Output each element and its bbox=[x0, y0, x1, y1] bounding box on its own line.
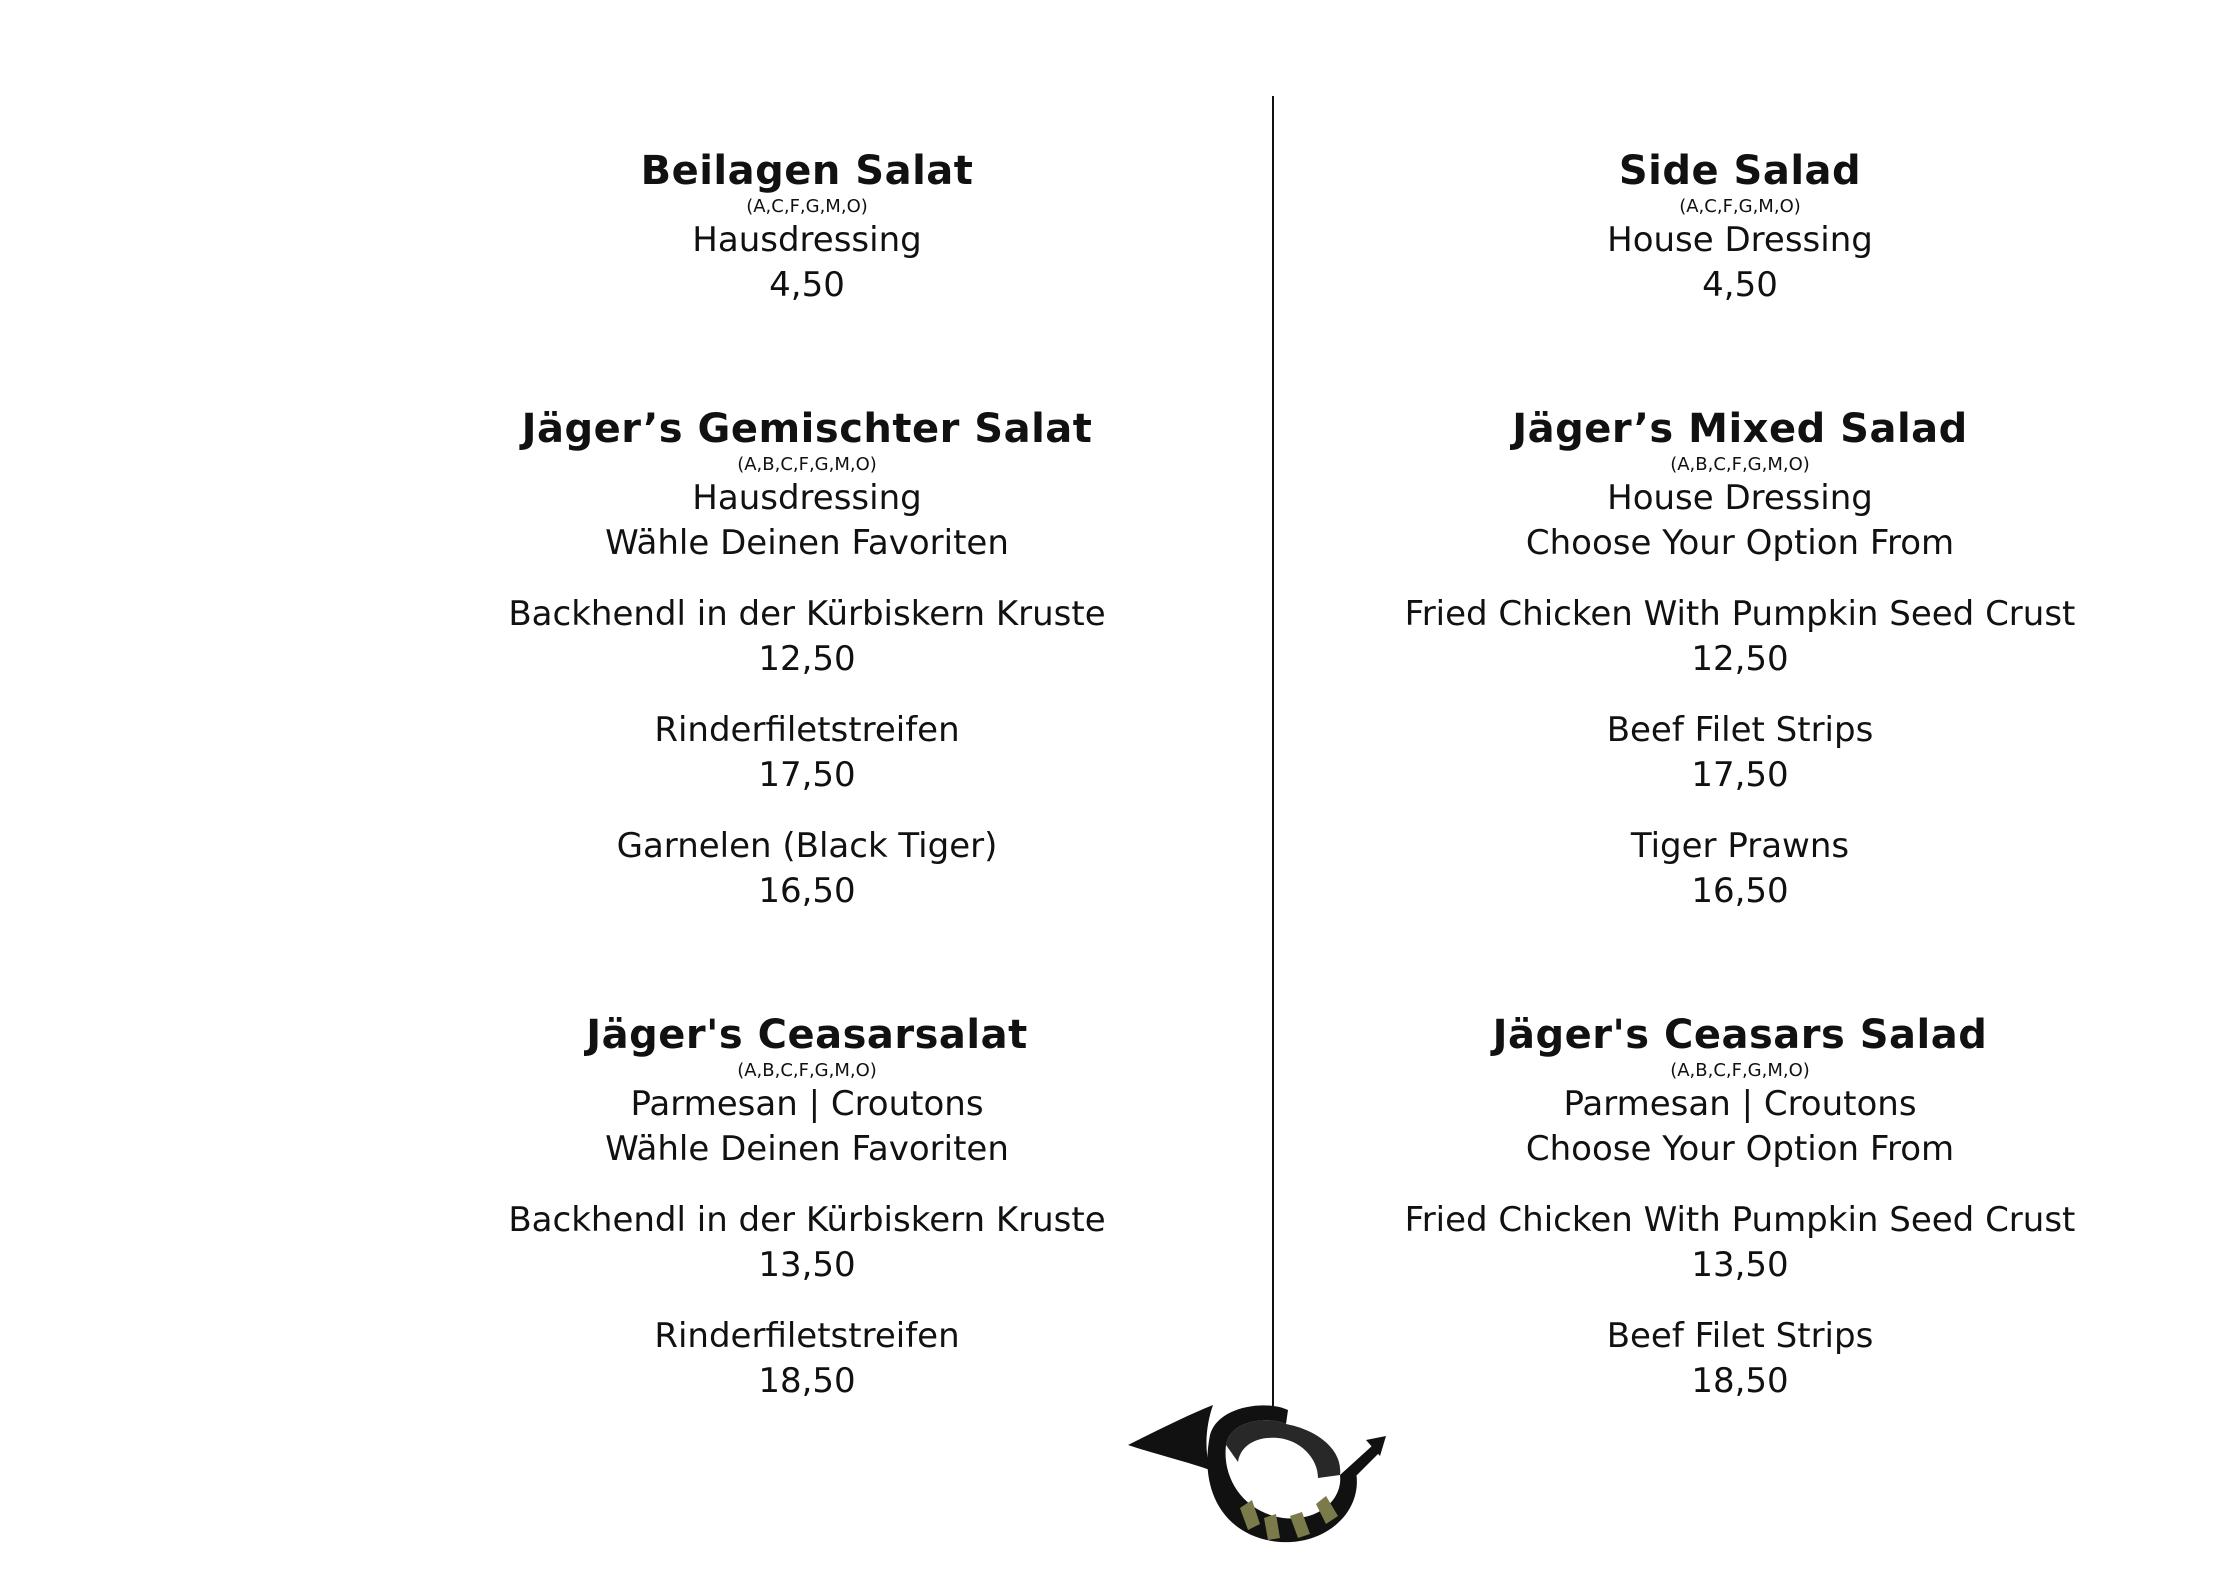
dish-toppings: Parmesan | Croutons bbox=[1563, 1084, 1917, 1124]
option-price: 17,50 bbox=[1691, 755, 1789, 795]
allergen-codes: (A,B,C,F,G,M,O) bbox=[737, 454, 877, 475]
option-price: 16,50 bbox=[1691, 871, 1789, 911]
dish-title: Jäger's Ceasarsalat bbox=[586, 1012, 1028, 1058]
option-name: Garnelen (Black Tiger) bbox=[616, 826, 998, 866]
post-horn-icon bbox=[1118, 1400, 1398, 1570]
allergen-codes: (A,B,C,F,G,M,O) bbox=[1670, 1060, 1810, 1081]
option-name: Backhendl in der Kürbiskern Kruste bbox=[508, 594, 1106, 634]
option-item bbox=[1380, 824, 2100, 914]
dish-dressing: Hausdressing bbox=[692, 220, 922, 260]
option-price: 13,50 bbox=[758, 1245, 856, 1285]
dish-dressing: House Dressing bbox=[1607, 478, 1873, 518]
choose-option-text: Wähle Deinen Favoriten bbox=[605, 1129, 1009, 1169]
mixed-salad-section-de bbox=[460, 404, 1154, 914]
dish-title: Side Salad bbox=[1618, 148, 1862, 194]
allergen-codes: (A,B,C,F,G,M,O) bbox=[1670, 454, 1810, 475]
choose-option-text: Choose Your Option From bbox=[1525, 1129, 1955, 1169]
option-price: 18,50 bbox=[1691, 1361, 1789, 1401]
dish-dressing: Hausdressing bbox=[692, 478, 922, 518]
option-item bbox=[460, 1198, 1154, 1288]
option-price: 18,50 bbox=[758, 1361, 856, 1401]
option-price: 12,50 bbox=[758, 639, 856, 679]
allergen-codes: (A,C,F,G,M,O) bbox=[746, 196, 868, 217]
option-name: Fried Chicken With Pumpkin Seed Crust bbox=[1404, 594, 2076, 634]
option-item bbox=[460, 1314, 1154, 1404]
dish-title: Jäger’s Mixed Salad bbox=[1512, 406, 1968, 452]
allergen-codes: (A,C,F,G,M,O) bbox=[1679, 196, 1801, 217]
option-price: 12,50 bbox=[1691, 639, 1789, 679]
option-item bbox=[1380, 1198, 2100, 1288]
option-name: Beef Filet Strips bbox=[1606, 710, 1874, 750]
mixed-salad-section-en bbox=[1380, 404, 2100, 914]
option-item bbox=[1380, 592, 2100, 682]
dish-toppings: Parmesan | Croutons bbox=[630, 1084, 984, 1124]
dish-title: Jäger’s Gemischter Salat bbox=[521, 406, 1093, 452]
side-salad-section-de bbox=[460, 146, 1154, 308]
option-item bbox=[460, 708, 1154, 798]
choose-option-text: Wähle Deinen Favoriten bbox=[605, 523, 1009, 563]
dish-price: 4,50 bbox=[769, 265, 845, 305]
option-name: Rinderfiletstreifen bbox=[654, 710, 960, 750]
option-name: Fried Chicken With Pumpkin Seed Crust bbox=[1404, 1200, 2076, 1240]
option-name: Beef Filet Strips bbox=[1606, 1316, 1874, 1356]
option-item bbox=[460, 824, 1154, 914]
option-item bbox=[1380, 1314, 2100, 1404]
option-name: Backhendl in der Kürbiskern Kruste bbox=[508, 1200, 1106, 1240]
option-name: Rinderfiletstreifen bbox=[654, 1316, 960, 1356]
column-divider bbox=[1272, 96, 1274, 1406]
side-salad-section-en bbox=[1380, 146, 2100, 308]
option-price: 17,50 bbox=[758, 755, 856, 795]
dish-title: Beilagen Salat bbox=[640, 148, 974, 194]
option-price: 16,50 bbox=[758, 871, 856, 911]
option-name: Tiger Prawns bbox=[1630, 826, 1850, 866]
dish-dressing: House Dressing bbox=[1607, 220, 1873, 260]
choose-option-text: Choose Your Option From bbox=[1525, 523, 1955, 563]
dish-title: Jäger's Ceasars Salad bbox=[1492, 1012, 1988, 1058]
option-item bbox=[460, 592, 1154, 682]
allergen-codes: (A,B,C,F,G,M,O) bbox=[737, 1060, 877, 1081]
dish-price: 4,50 bbox=[1702, 265, 1778, 305]
caesar-salad-section-en bbox=[1380, 1010, 2100, 1404]
option-item bbox=[1380, 708, 2100, 798]
caesar-salad-section-de bbox=[460, 1010, 1154, 1404]
option-price: 13,50 bbox=[1691, 1245, 1789, 1285]
